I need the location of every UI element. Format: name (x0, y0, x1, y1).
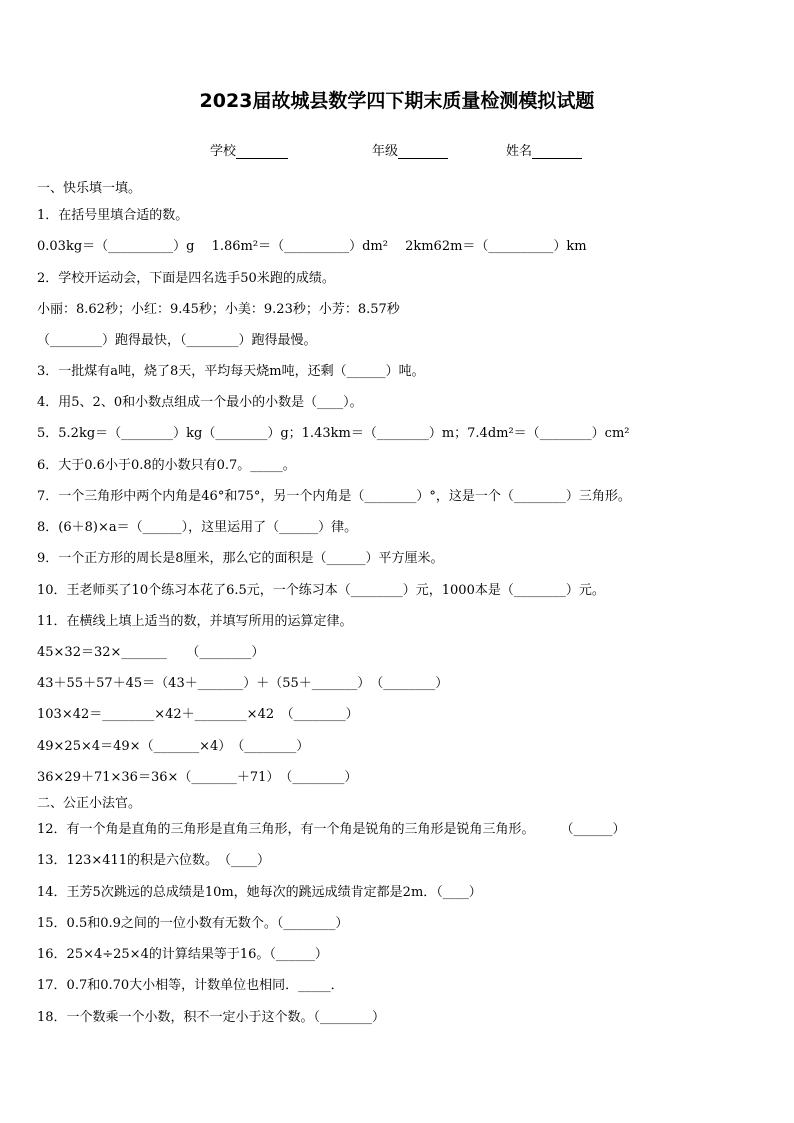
name-field (506, 140, 582, 159)
section-heading: 二、公正小法官。 (37, 796, 142, 811)
school-field (210, 140, 288, 159)
question-line: 9．一个正方形的周长是8厘米，那么它的面积是（______）平方厘米。 (37, 551, 444, 566)
name-label: 姓名 (506, 144, 533, 159)
question-line: 43＋55＋57＋45＝（43＋_______）＋（55＋_______） （________） (37, 676, 449, 691)
question-line: 8．(6＋8)×a＝（______），这里运用了（______）律。 (37, 520, 358, 535)
school-blank[interactable] (236, 144, 288, 159)
question-line: 13．123×411的积是六位数。 （____） (37, 853, 271, 868)
page-title: 2023届故城县数学四下期末质量检测模拟试题 (199, 90, 595, 112)
question-line: 15．0.5和0.9之间的一位小数有无数个。（________） (37, 916, 349, 931)
question-line: 18．一个数乘一个小数，积不一定小于这个数。（________） (37, 1010, 386, 1025)
question-line: 11．在横线上填上适当的数，并填写所用的运算定律。 (37, 614, 353, 629)
question-line: 4．用5、2、0和小数点组成一个最小的小数是（____）。 (37, 395, 363, 410)
grade-label: 年级 (372, 144, 399, 159)
school-label: 学校 (210, 144, 237, 159)
question-line: 10．王老师买了10个练习本花了6.5元，一个练习本（________）元，1000本是（________）元。 (37, 583, 605, 598)
grade-field (372, 140, 448, 159)
question-line: 49×25×4＝49×（_______×4） （________） (37, 739, 310, 754)
grade-blank[interactable] (398, 144, 448, 159)
question-line: 小丽：8.62秒；小红：9.45秒；小美：9.23秒；小芳：8.57秒 (37, 302, 400, 317)
question-line: 17．0.7和0.70大小相等，计数单位也相同．_____． (37, 978, 344, 993)
question-line: 2．学校开运动会，下面是四名选手50米跑的成绩。 (37, 271, 335, 286)
question-line: 0.03kg＝（__________）g 1.86m²＝（__________）dm² 2km62m＝（__________）km (37, 239, 587, 254)
section-heading: 一、快乐填一填。 (37, 181, 142, 196)
question-line: 5．5.2kg＝（________）kg（________）g；1.43km＝（________）m；7.4dm²＝（________）cm² (37, 426, 630, 441)
question-line: 103×42＝________×42＋________×42 （________） (37, 707, 359, 722)
question-line: （________）跑得最快，（________）跑得最慢。 (37, 333, 317, 348)
question-line: 12．有一个角是直角的三角形是直角三角形，有一个角是锐角的三角形是锐角三角形。 （______） (37, 822, 626, 837)
question-line: 7．一个三角形中两个内角是46°和75°，另一个内角是（________）°，这是一个（________）三角形。 (37, 489, 631, 504)
question-line: 3．一批煤有a吨，烧了8天，平均每天烧m吨，还剩（______）吨。 (37, 364, 425, 379)
question-line: 6．大于0.6小于0.8的小数只有0.7。_____。 (37, 458, 296, 473)
question-line: 36×29＋71×36＝36×（_______＋71） （________） (37, 770, 358, 785)
name-blank[interactable] (532, 144, 582, 159)
question-line: 1．在括号里填合适的数。 (37, 208, 189, 223)
question-line: 14．王芳5次跳远的总成绩是10m，她每次的跳远成绩肯定都是2m．（____） (37, 885, 482, 900)
question-line: 45×32＝32×_______ （________） (37, 645, 265, 660)
question-line: 16．25×4÷25×4的计算结果等于16。（______） (37, 947, 328, 962)
